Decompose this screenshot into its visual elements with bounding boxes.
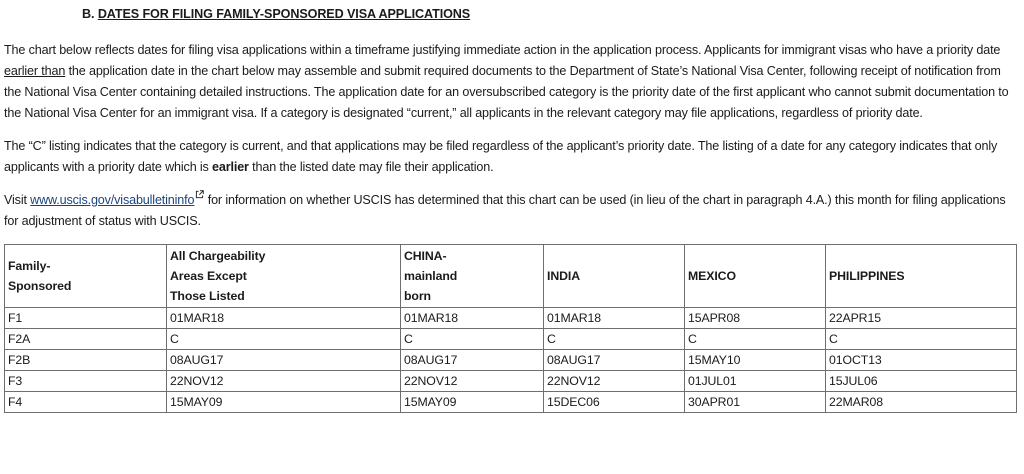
header-india: INDIA (544, 245, 685, 308)
cell-all-chargeability: 01MAR18 (167, 308, 401, 329)
intro-underlined-text: earlier than (4, 64, 66, 78)
cell-mexico: 15APR08 (685, 308, 826, 329)
intro-paragraph (4, 40, 1020, 124)
cell-mexico: 01JUL01 (685, 371, 826, 392)
uscis-paragraph (4, 190, 1020, 232)
header-mexico: MEXICO (685, 245, 826, 308)
table-row (5, 392, 1017, 413)
intro-text-2: the application date in the chart below may assemble and submit required documents to the Department of State’s National Visa Center, following receipt of notification from the National Visa Center containing detailed instructions. The application date for an oversubscribed category is the priority date of the first applicant who cannot submit documentation to the National Visa Center for an immigrant visa. If a category is designated “current,” all applicants in the relevant category may file applications, regardless of priority date. (4, 64, 1009, 120)
cell-mexico: 15MAY10 (685, 350, 826, 371)
section-title: DATES FOR FILING FAMILY-SPONSORED VISA APPLICATIONS (97, 7, 471, 21)
current-text-1: The “C” listing indicates that the category is current, and that applications may be filed regardless of the applicant’s priority date. The listing of a date for any category indicates that only applicants with a priority date which is (4, 139, 998, 174)
cell-india: 08AUG17 (544, 350, 685, 371)
current-listing-paragraph (4, 136, 1020, 178)
table-header-row (5, 245, 1017, 308)
cell-mexico: C (685, 329, 826, 350)
cell-all-chargeability: 08AUG17 (167, 350, 401, 371)
cell-china: 08AUG17 (401, 350, 544, 371)
uscis-text-2: for information on whether USCIS has determined that this chart can be used (in lieu of the chart in paragraph 4.A.) this month for filing applications for adjustment of status with USCIS. (4, 193, 1006, 228)
cell-philippines: C (826, 329, 1017, 350)
header-all-chargeability: All Chargeability Areas Except Those Listed (167, 245, 401, 308)
cell-all-chargeability: C (167, 329, 401, 350)
cell-philippines: 01OCT13 (826, 350, 1017, 371)
section-letter: B. (82, 7, 95, 21)
cell-india: 22NOV12 (544, 371, 685, 392)
row-category: F4 (5, 392, 167, 413)
table-row (5, 308, 1017, 329)
cell-china: C (401, 329, 544, 350)
header-family-sponsored: Family- Sponsored (5, 245, 167, 308)
cell-china: 22NOV12 (401, 371, 544, 392)
current-text-2: than the listed date may file their application. (248, 160, 494, 174)
row-category: F3 (5, 371, 167, 392)
cell-india: 15DEC06 (544, 392, 685, 413)
header-china: CHINA- mainland born (401, 245, 544, 308)
cell-all-chargeability: 22NOV12 (167, 371, 401, 392)
cell-all-chargeability: 15MAY09 (167, 392, 401, 413)
page (0, 4, 1024, 413)
uscis-text-1: Visit (4, 193, 31, 207)
cell-india: C (544, 329, 685, 350)
cell-china: 01MAR18 (401, 308, 544, 329)
row-category: F2B (5, 350, 167, 371)
table-row (5, 329, 1017, 350)
current-bold-text: earlier (212, 160, 249, 174)
row-category: F2A (5, 329, 167, 350)
table-row (5, 371, 1017, 392)
cell-philippines: 22MAR08 (826, 392, 1017, 413)
cell-china: 15MAY09 (401, 392, 544, 413)
intro-text-1: The chart below reflects dates for filing visa applications within a timeframe justifying immediate action in the application process. Applicants for immigrant visas who have a priority date (4, 43, 1001, 57)
header-philippines: PHILIPPINES (826, 245, 1017, 308)
cell-philippines: 15JUL06 (826, 371, 1017, 392)
dates-for-filing-table (4, 244, 1017, 413)
cell-mexico: 30APR01 (685, 392, 826, 413)
table-row (5, 350, 1017, 371)
row-category: F1 (5, 308, 167, 329)
cell-philippines: 22APR15 (826, 308, 1017, 329)
section-heading (82, 4, 1020, 25)
cell-india: 01MAR18 (544, 308, 685, 329)
uscis-link[interactable]: www.uscis.gov/visabulletininfo (30, 193, 195, 207)
